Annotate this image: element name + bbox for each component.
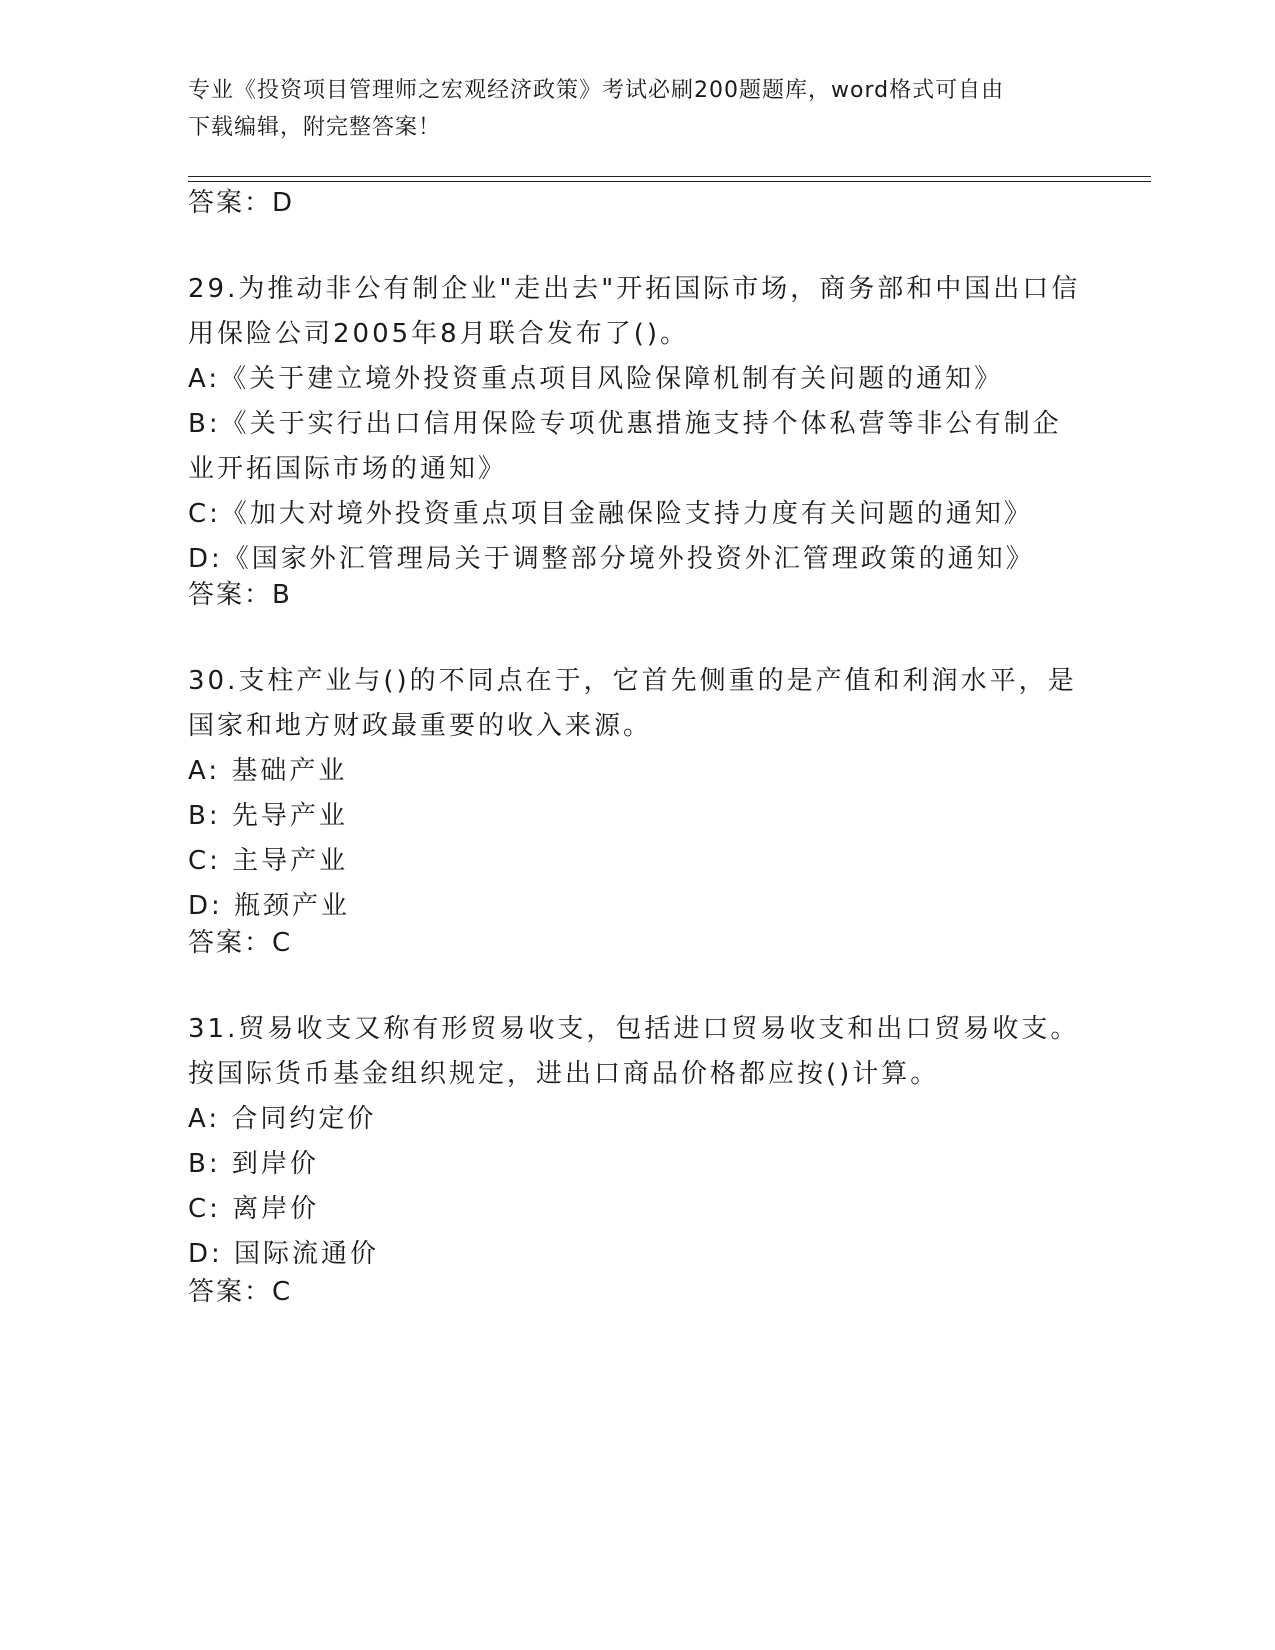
question-text-line: 31.贸易收支又称有形贸易收支，包括进口贸易收支和出口贸易收支。 <box>188 1014 1080 1044</box>
question-text-line: 用保险公司2005年8月联合发布了()。 <box>188 319 689 349</box>
option-c: C: 主导产业 <box>188 846 349 876</box>
header-line-1: 专业《投资项目管理师之宏观经济政策》考试必刷200题题库，word格式可自由 <box>188 78 1005 103</box>
option-c: C: 离岸价 <box>188 1194 320 1224</box>
header-divider-bottom <box>188 181 1151 182</box>
question-31 <box>188 1007 1088 1277</box>
question-text-line: 29.为推动非公有制企业"走出去"开拓国际市场，商务部和中国出口信 <box>188 274 1081 304</box>
document-header <box>188 72 1068 146</box>
option-a: A: 基础产业 <box>188 756 348 786</box>
option-d: D: 瓶颈产业 <box>188 891 351 921</box>
option-b: B: 先导产业 <box>188 801 348 831</box>
option-d: D:《国家外汇管理局关于调整部分境外投资外汇管理政策的通知》 <box>188 544 1035 574</box>
answer-29: 答案：B <box>188 580 292 610</box>
option-b: B: 到岸价 <box>188 1149 319 1179</box>
option-b-continued: 业开拓国际市场的通知》 <box>188 454 508 484</box>
answer-30: 答案：C <box>188 928 293 958</box>
question-text-line: 按国际货币基金组织规定，进出口商品价格都应按()计算。 <box>188 1059 940 1089</box>
answer-31: 答案：C <box>188 1277 293 1307</box>
question-30 <box>188 659 1088 929</box>
option-d: D: 国际流通价 <box>188 1239 380 1269</box>
header-divider-top <box>188 176 1151 177</box>
option-b: B:《关于实行出口信用保险专项优惠措施支持个体私营等非公有制企 <box>188 409 1062 439</box>
question-text-line: 国家和地方财政最重要的收入来源。 <box>188 711 653 741</box>
header-line-2: 下载编辑，附完整答案！ <box>188 115 442 140</box>
question-text-line: 30.支柱产业与()的不同点在于，它首先侧重的是产值和利润水平，是 <box>188 666 1077 696</box>
previous-answer: 答案：D <box>188 188 295 218</box>
question-29 <box>188 267 1088 582</box>
option-a: A: 合同约定价 <box>188 1104 377 1134</box>
option-c: C:《加大对境外投资重点项目金融保险支持力度有关问题的通知》 <box>188 499 1033 529</box>
option-a: A:《关于建立境外投资重点项目风险保障机制有关问题的通知》 <box>188 364 1004 394</box>
